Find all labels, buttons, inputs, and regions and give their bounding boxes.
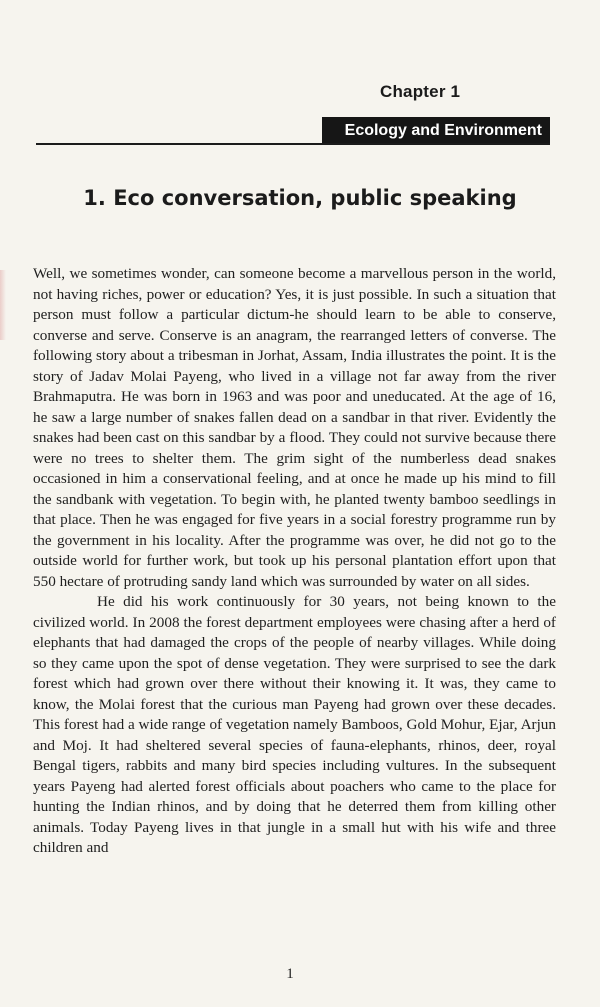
page-number: 1	[286, 966, 294, 982]
page-edge-tint	[0, 270, 6, 340]
chapter-label: Chapter 1	[380, 82, 461, 101]
header-rule	[36, 143, 550, 145]
paragraph: He did his work continuously for 30 years, not being known to the civilized world. In 2008 the forest department employees were chasing after a herd of elephants that had damaged the crops of the people of nearby villages. While doing so they came upon the spot of dense vegetation. They were surprised to see the dark forest which had grown over there without their knowing it. It was, they came to know, the Molai forest that the curious man Payeng had grown over these decades. This forest had a wide range of vegetation namely Bamboos, Gold Mohur, Ejar, Arjun and Moj. It had sheltered several species of fauna-elephants, rhinos, deer, royal Bengal tigers, rabbits and many bird species including vultures. In the subsequent years Payeng had alerted forest officials about poachers who came to the place for hunting the Indian rhinos, and by doing that he deterred them from killing other animals. Today Payeng lives in that jungle in a small hut with his wife and three children and	[33, 593, 556, 856]
chapter-title-band: Ecology and Environment	[322, 117, 550, 145]
section-title: 1. Eco conversation, public speaking	[83, 186, 517, 210]
paragraph: Well, we sometimes wonder, can someone become a marvellous person in the world, not having riches, power or education? Yes, it is just possible. In such a situation that person must follow a particular dictum-he should learn to be able to conserve, converse and serve. Conserve is an anagram, the rearranged letters of converse. The following story about a tribesman in Jorhat, Assam, India illustrates the point. It is the story of Jadav Molai Payeng, who lived in a village not far away from the river Brahmaputra. He was born in 1963 and was poor and uneducated. At the age of 16, he saw a large number of snakes fallen dead on a sandbar in that river. Evidently the snakes had been cast on this sandbar by a flood. They could not survive because there were no trees to shelter them. The grim sight of the numberless dead snakes occasioned in him a conservational feeling, and at once he made up his mind to fill the sandbank with vegetation. To begin with, he planted twenty bamboo seedlings in that place. Then he was engaged for five years in a social forestry programme run by the government in his locality. After the programme was over, he did not go to the outside world for further work, but took up his personal plantation effort upon that 550 hectare of protruding sandy land which was surrounded by water on all sides.	[33, 265, 556, 590]
body-text	[33, 264, 556, 859]
